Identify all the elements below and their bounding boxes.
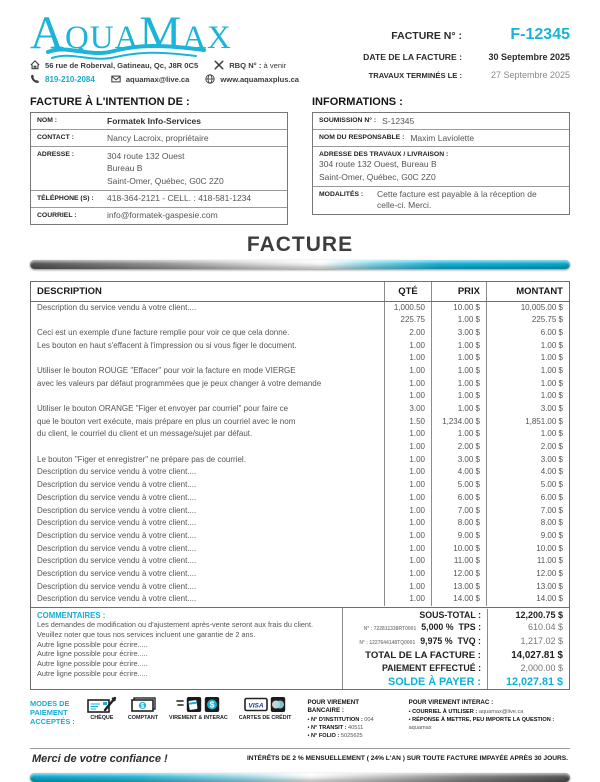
info-modalites: MODALITÉS : Cette facture est payable à la réception de celle-ci. Merci.	[313, 186, 569, 214]
cell-qty: 1.00	[384, 492, 431, 505]
cell-qty: 2.00	[384, 327, 431, 340]
interac-transfer-title: POUR VIREMENT INTERAC :	[408, 698, 494, 706]
bill-to-contact: CONTACT : Nancy Lacroix, propriétaire	[31, 129, 287, 146]
cell-qty: 3.00	[384, 403, 431, 416]
cell-description: Le bouton "Figer et enregistrer" ne prépare pas de courriel.	[37, 454, 246, 464]
cell-qty: 1.50	[384, 416, 431, 429]
cell-montant: 8.00 $	[486, 517, 569, 530]
tvq-row: N° : 1227644148TQ0001 9,975 % TVQ : 1,217.02 $	[343, 635, 569, 649]
table-row	[31, 327, 569, 340]
bank-transfer-item: • N° TRANSIT : 40511	[307, 724, 392, 732]
mastercard-icon	[270, 696, 286, 713]
cell-description	[31, 352, 384, 365]
cell-prix: 1,234.00 $	[431, 416, 486, 429]
svg-text:$: $	[140, 702, 145, 710]
total-row: TOTAL DE LA FACTURE : 14,027.81 $	[343, 650, 569, 662]
bill-to-box	[30, 96, 288, 225]
col-montant: MONTANT	[486, 282, 569, 301]
payment-made-row: PAIEMENT EFFECTUÉ : 2,000.00 $	[343, 662, 569, 674]
cell-montant: 1.00 $	[486, 365, 569, 378]
cell-montant: 7.00 $	[486, 505, 569, 518]
tools-icon	[214, 60, 224, 70]
cell-qty: 1.00	[384, 466, 431, 479]
phone-line	[30, 74, 330, 84]
comment-line: Autre ligne possible pour écrire.....	[37, 649, 148, 659]
cell-prix: 4.00 $	[431, 466, 486, 479]
cell-description: Description du service vendu à votre client....	[37, 556, 197, 566]
cell-prix: 2.00 $	[431, 441, 486, 454]
cell-prix: 1.00 $	[431, 352, 486, 365]
cell-qty: 1,000.50	[384, 302, 431, 315]
cell-montant: 10,005.00 $	[486, 302, 569, 315]
globe-icon	[205, 74, 215, 84]
cell-qty: 1.00	[384, 390, 431, 403]
comments-cell	[31, 608, 343, 689]
table-row	[31, 581, 569, 594]
cell-prix: 6.00 $	[431, 492, 486, 505]
cell-description: Ceci est un exemple d'une facture remplie pour voir ce que cela donne.	[37, 327, 290, 337]
info-section	[30, 96, 570, 225]
cell-description: Description du service vendu à votre client....	[37, 581, 197, 591]
cell-description	[31, 390, 384, 403]
cell-montant: 11.00 $	[486, 555, 569, 568]
cell-description: Description du service vendu à votre client....	[37, 302, 197, 312]
payment-section	[30, 696, 570, 741]
informations-title: INFORMATIONS :	[312, 96, 403, 108]
cell-qty: 1.00	[384, 352, 431, 365]
header	[30, 7, 570, 88]
totals-section	[31, 607, 569, 689]
cheque-icon	[87, 696, 117, 713]
table-row	[31, 530, 569, 543]
invoice-number-row	[350, 26, 570, 44]
table-header	[31, 282, 569, 302]
cell-montant: 1.00 $	[486, 428, 569, 441]
cell-qty: 1.00	[384, 581, 431, 594]
bill-to-telephone: TÉLÉPHONE (S) : 418-364-2121 - CELL. : 418-581-1234	[31, 190, 287, 207]
bill-to-courriel: COURRIEL : info@formatek-gaspesie.com	[31, 207, 287, 224]
cell-montant: 1.00 $	[486, 390, 569, 403]
balance-due-value: 12,027.81 $	[487, 675, 569, 689]
invoice-date-value: 30 Septembre 2025	[488, 52, 570, 62]
cell-montant: 6.00 $	[486, 327, 569, 340]
svg-text:$: $	[210, 698, 215, 709]
cell-prix: 10.00 $	[431, 302, 486, 315]
comment-line: Les demandes de modification ou d'ajustement après-vente seront aux frais du client.	[37, 620, 313, 630]
table-row	[31, 568, 569, 581]
brand-block	[30, 7, 330, 88]
table-row	[31, 441, 569, 454]
cell-qty: 1.00	[384, 428, 431, 441]
cell-qty: 1.00	[384, 517, 431, 530]
balance-due-row: SOLDE À PAYER : 12,027.81 $	[343, 675, 569, 689]
cell-montant: 1.00 $	[486, 378, 569, 391]
interest-notice: INTÉRÊTS DE 2 % MENSUELLEMENT ( 24% L'AN ) SUR TOUTE FACTURE IMPAYÉE APRÈS 30 JOURS.	[246, 755, 568, 763]
interac-card-icon	[186, 696, 202, 713]
cell-description: avec les valeurs par défaut programmées que je peux changer à votre demande	[37, 378, 322, 388]
table-row	[31, 555, 569, 568]
work-completed-row	[350, 70, 570, 80]
bill-to-adresse: ADRESSE : 304 route 132 Ouest Bureau B Saint-Omer, Québec, G0C 2Z0	[31, 146, 287, 190]
cell-prix: 5.00 $	[431, 479, 486, 492]
aquamax-logo: AquaMax	[30, 7, 232, 59]
brand-website[interactable]: www.aquamaxplus.ca	[220, 74, 300, 84]
table-row	[31, 302, 569, 315]
table-row	[31, 543, 569, 556]
rbq-label: RBQ N° :	[229, 60, 262, 70]
svg-text:VISA: VISA	[248, 701, 264, 709]
cell-prix: 12.00 $	[431, 568, 486, 581]
cell-montant: 1,851.00 $	[486, 416, 569, 429]
cell-prix: 7.00 $	[431, 505, 486, 518]
cell-description: Description du service vendu à votre client....	[37, 505, 197, 515]
cell-montant: 12.00 $	[486, 568, 569, 581]
cell-montant: 3.00 $	[486, 454, 569, 467]
cell-description: Description du service vendu à votre client....	[37, 480, 197, 490]
tps-value: 610.04 $	[487, 621, 569, 635]
invoice-number-value: F-12345	[510, 26, 570, 43]
table-row	[31, 340, 569, 353]
cell-montant: 10.00 $	[486, 543, 569, 556]
comments-lines	[37, 620, 336, 678]
cell-montant: 6.00 $	[486, 492, 569, 505]
table-row	[31, 352, 569, 365]
bank-transfer-item: • N° D'INSTITUTION : 004	[307, 716, 392, 724]
cell-prix: 13.00 $	[431, 581, 486, 594]
comment-line: Autre ligne possible pour écrire.....	[37, 659, 148, 669]
cell-prix: 11.00 $	[431, 555, 486, 568]
cell-qty: 1.00	[384, 378, 431, 391]
phone-icon	[30, 74, 40, 84]
tps-row: N° : 722811338RT0001 5,000 % TPS : 610.04 $	[343, 621, 569, 635]
comment-line: Autre ligne possible pour écrire.....	[37, 668, 148, 678]
tps-registration: N° : 722811338RT0001	[363, 625, 417, 632]
comment-line: Veuillez noter que tous nos services incluent une garantie de 2 ans.	[37, 629, 256, 639]
mail-icon	[111, 74, 121, 84]
cell-qty: 1.00	[384, 505, 431, 518]
table-row	[31, 492, 569, 505]
cell-prix: 1.00 $	[431, 314, 486, 327]
cell-montant: 1.00 $	[486, 340, 569, 353]
bill-to-nom: NOM : Formatek Info-Services	[37, 115, 202, 126]
cell-qty: 1.00	[384, 365, 431, 378]
cell-description: Utiliser le bouton ORANGE "Figer et envoyer par courriel" pour faire ce	[37, 404, 289, 413]
interac-dollar-icon	[204, 696, 220, 713]
cell-description: Utiliser le bouton ROUGE "Effacer" pour voir la facture en mode VIERGE	[37, 365, 296, 375]
comments-title: COMMENTAIRES :	[37, 610, 106, 620]
tps-rate: 5,000 %	[421, 621, 454, 632]
cell-montant: 3.00 $	[486, 403, 569, 416]
table-row	[31, 403, 569, 416]
table-row	[31, 416, 569, 429]
table-row	[31, 365, 569, 378]
visa-icon	[244, 696, 268, 713]
method-comptant: $ COMPTANT	[128, 696, 158, 721]
cell-montant: 4.00 $	[486, 466, 569, 479]
info-travaux: ADRESSE DES TRAVAUX / LIVRAISON : 304 route 132 Ouest, Bureau B Saint-Omer, Québec, G0C 2Z0	[313, 146, 569, 186]
cell-prix: 1.00 $	[431, 390, 486, 403]
table-row	[31, 479, 569, 492]
cell-montant: 14.00 $	[486, 593, 569, 606]
work-completed-value: 27 Septembre 2025	[490, 70, 570, 80]
bank-transfer-title: POUR VIREMENT BANCAIRE :	[307, 698, 360, 714]
invoice-date-label: DATE DE LA FACTURE :	[363, 52, 462, 62]
cell-description: Description du service vendu à votre client....	[37, 467, 197, 477]
table-row	[31, 593, 569, 606]
cash-icon	[130, 696, 156, 713]
col-description: DESCRIPTION	[37, 285, 102, 297]
comment-line: Autre ligne possible pour écrire.....	[37, 639, 148, 649]
brand-phone: 819-210-2084	[45, 74, 95, 84]
col-qty: QTÉ	[384, 282, 431, 301]
invoice-date-row	[350, 52, 570, 62]
method-cartes: VISA CARTES DE CRÉDIT	[239, 696, 292, 721]
thanks-message: Merci de votre confiance !	[32, 752, 168, 765]
transfer-lines-icon	[176, 696, 184, 713]
invoice-table	[30, 281, 570, 690]
cell-prix: 10.00 $	[431, 543, 486, 556]
invoice-number-label: FACTURE N° :	[391, 30, 462, 42]
col-prix: PRIX	[431, 282, 486, 301]
cell-description: Description du service vendu à votre client....	[37, 492, 197, 502]
cell-prix: 9.00 $	[431, 530, 486, 543]
address-line	[30, 60, 330, 70]
cell-qty: 1.00	[384, 441, 431, 454]
table-body	[31, 302, 569, 607]
cell-prix: 1.00 $	[431, 365, 486, 378]
page-title: FACTURE	[246, 232, 354, 256]
cell-prix: 1.00 $	[431, 428, 486, 441]
house-icon	[30, 60, 40, 70]
table-row	[31, 505, 569, 518]
table-row	[31, 454, 569, 467]
table-row	[31, 314, 569, 327]
cell-qty: 225.75	[384, 314, 431, 327]
bill-to-title: FACTURE À L'INTENTION DE :	[30, 96, 190, 108]
cell-description: Description du service vendu à votre client....	[37, 518, 197, 528]
tvq-registration: N° : 1227644148TQ0001	[359, 640, 416, 647]
bank-transfer-item: • N° FOLIO : 5025625	[307, 732, 392, 740]
invoice-meta	[350, 10, 570, 88]
cell-montant: 225.75 $	[486, 314, 569, 327]
bank-transfer-block	[307, 696, 392, 741]
info-travaux-lines: 304 route 132 Ouest, Bureau B Saint-Omer, Québec, G0C 2Z0	[319, 159, 437, 182]
cell-qty: 1.00	[384, 543, 431, 556]
table-row	[31, 517, 569, 530]
info-responsable: NOM DU RESPONSABLE : Maxim Laviolette	[313, 129, 569, 146]
cell-prix: 3.00 $	[431, 454, 486, 467]
method-virement: $ VIREMENT & INTERAC	[169, 696, 228, 721]
top-gradient-bar	[30, 260, 570, 269]
informations-box	[312, 96, 570, 225]
rbq-value: à venir	[263, 60, 287, 70]
cell-prix: 1.00 $	[431, 378, 486, 391]
payment-modes-label: MODES DE PAIEMENT ACCEPTÉS :	[30, 698, 75, 726]
cell-montant: 13.00 $	[486, 581, 569, 594]
cell-description: du client, le courriel du client et un message/sujet par défaut.	[37, 429, 253, 439]
cell-qty: 1.00	[384, 555, 431, 568]
cell-description: Description du service vendu à votre client....	[37, 543, 197, 553]
bottom-gradient-bar	[30, 773, 570, 782]
interac-transfer-block	[409, 696, 570, 733]
cell-description: Les bouton en haut s'effacent à l'impression ou si vous figer le document.	[37, 340, 297, 350]
cell-prix: 3.00 $	[431, 327, 486, 340]
cell-prix: 1.00 $	[431, 340, 486, 353]
payment-made-value: 2,000.00 $	[487, 662, 569, 674]
method-cheque: CHÈQUE	[87, 696, 117, 721]
total-value: 14,027.81 $	[487, 650, 569, 662]
cell-prix: 1.00 $	[431, 403, 486, 416]
table-row	[31, 466, 569, 479]
table-row	[31, 390, 569, 403]
totals-grid	[343, 608, 569, 689]
cell-description: que le bouton vert exécute, mais prépare en plus un courriel avec le nom	[37, 416, 296, 426]
cell-description: Description du service vendu à votre client....	[37, 568, 197, 578]
cell-qty: 1.00	[384, 593, 431, 606]
cell-montant: 5.00 $	[486, 479, 569, 492]
work-completed-label: TRAVAUX TERMINÉS LE :	[368, 71, 462, 80]
cell-description: Description du service vendu à votre client....	[37, 530, 197, 540]
payment-methods	[87, 696, 292, 721]
cell-description: Description du service vendu à votre client....	[37, 594, 197, 604]
brand-address: 56 rue de Roberval, Gatineau, Qc, J8R 0C5	[45, 60, 199, 70]
cell-qty: 1.00	[384, 530, 431, 543]
table-row	[31, 428, 569, 441]
interac-transfer-item: • COURRIEL À UTILISER : aquamax@live.ca	[409, 708, 570, 716]
cell-prix: 8.00 $	[431, 517, 486, 530]
cell-qty: 1.00	[384, 340, 431, 353]
subtotal-value: 12,200.75 $	[487, 609, 569, 621]
brand-contact	[30, 60, 330, 84]
interac-transfer-item: • RÉPONSE À METTRE, PEU IMPORTE LA QUESTION : aquamax	[409, 716, 570, 732]
info-soumission: SOUMISSION N° : S-12345	[319, 115, 415, 126]
brand-email[interactable]: aquamax@live.ca	[125, 74, 190, 84]
cell-description	[31, 441, 384, 454]
tvq-rate: 9,975 %	[420, 636, 453, 647]
cell-qty: 1.00	[384, 568, 431, 581]
cell-montant: 2.00 $	[486, 441, 569, 454]
bill-to-adresse-lines: 304 route 132 Ouest Bureau B Saint-Omer, Québec, G0C 2Z0	[107, 150, 224, 186]
cell-prix: 14.00 $	[431, 593, 486, 606]
cell-montant: 9.00 $	[486, 530, 569, 543]
subtotal-row: SOUS-TOTAL : 12,200.75 $	[343, 609, 569, 621]
cell-description	[31, 314, 384, 327]
cell-qty: 1.00	[384, 479, 431, 492]
table-row	[31, 378, 569, 391]
cell-qty: 1.00	[384, 454, 431, 467]
tvq-value: 1,217.02 $	[487, 635, 569, 649]
footer	[30, 749, 570, 770]
cell-montant: 1.00 $	[486, 352, 569, 365]
